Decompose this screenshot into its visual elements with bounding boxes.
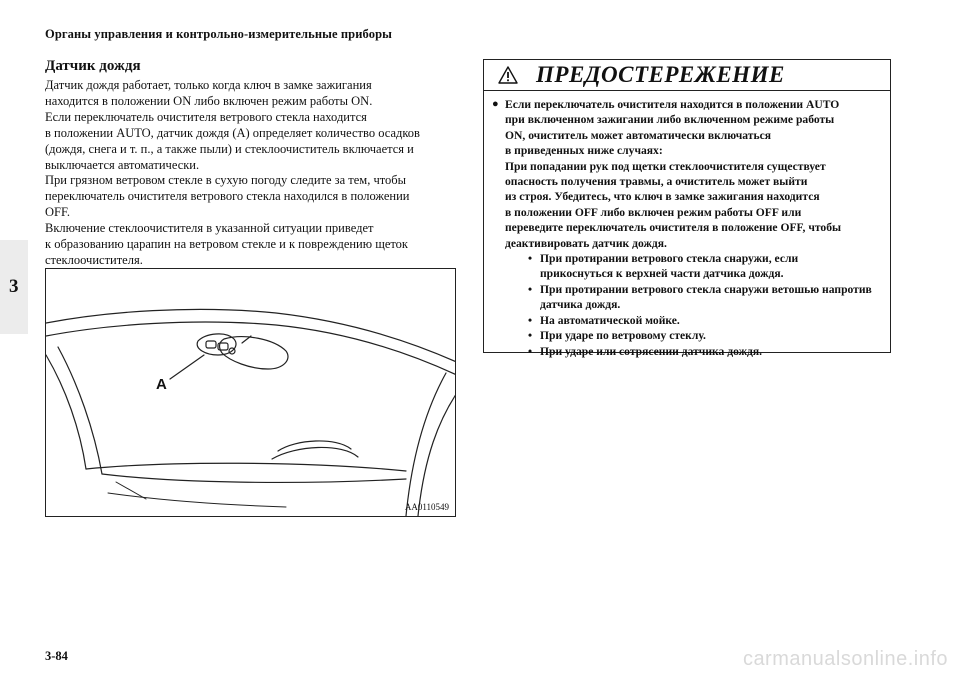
bullet-icon: ● — [492, 98, 499, 110]
section-title: Датчик дождя — [45, 58, 141, 74]
warning-title: ПРЕДОСТЕРЕЖЕНИЕ — [536, 62, 785, 87]
warning-list-item — [528, 313, 882, 328]
paragraph: Если переключатель очистителя ветрового стекла находится в положении AUTO, датчик дождя (A) определяет количество осадков (дождя, снега и т. п., а также пыли) и стеклоочиститель включается и выключается автоматически. — [45, 109, 420, 172]
rain-sensor-illustration — [45, 268, 456, 517]
warning-list-item-text: При протирании ветрового стекла снаружи ветошью напротив датчика дождя. — [540, 282, 872, 312]
bullet-icon: • — [528, 252, 533, 266]
paragraph: Датчик дождя работает, только когда ключ в замке зажигания находится в положении ON либо включен режим работы ON. — [45, 78, 373, 108]
warning-body — [484, 91, 890, 359]
bullet-icon: • — [528, 344, 533, 358]
chapter-number: 3 — [9, 276, 19, 297]
warning-list-item — [528, 344, 882, 359]
warning-box — [483, 59, 891, 358]
warning-main-text: Если переключатель очистителя находится в положении AUTO при включенном зажигании либо включенном режиме работы ON, очиститель может автоматически включаться в приведенных ниже случаях: При попадании рук под щетки стеклоочистителя существует опасность получения травмы, а очиститель может выйти из строя. Убедитесь, что ключ в замке зажигания находится в положении OFF либо включен режим работы OFF или переведите переключатель очистителя в положение OFF, чтобы деактивировать датчик дождя. — [505, 98, 842, 250]
bullet-icon: • — [528, 329, 533, 343]
warning-main-item — [492, 97, 882, 251]
warning-list-item-text: При ударе по ветровому стеклу. — [540, 329, 706, 343]
warning-list-item — [528, 282, 882, 313]
warning-list-item-text: При протирании ветрового стекла снаружи, если прикоснуться к верхней части датчика дождя. — [540, 252, 799, 281]
warning-list-item — [528, 328, 882, 343]
sensor-callout-label: A — [156, 376, 167, 393]
windshield-drawing — [46, 269, 455, 516]
bullet-icon: • — [528, 313, 533, 327]
warning-header — [484, 60, 890, 91]
rain-sensor-section — [45, 58, 465, 269]
warning-triangle-icon — [498, 66, 518, 84]
warning-list-item-text: На автоматической мойке. — [540, 313, 680, 327]
section-body — [45, 78, 465, 269]
watermark-text: carmanualsonline.info — [742, 648, 948, 670]
figure-code: AA0110549 — [404, 502, 449, 512]
warning-list-item-text: При ударе или сотрясении датчика дождя. — [540, 344, 763, 358]
warning-list-item — [528, 251, 882, 282]
bullet-icon: • — [528, 282, 533, 296]
page-header-title: Органы управления и контрольно-измерительные приборы — [45, 27, 392, 41]
page-number: 3-84 — [45, 649, 68, 663]
paragraph: При грязном ветровом стекле в сухую погоду следите за тем, чтобы переключатель очистителя ветрового стекла находился в положении OFF. — [45, 173, 410, 220]
paragraph: Включение стеклоочистителя в указанной ситуации приведет к образованию царапин на ветровом стекле и к повреждению щеток стеклоочистителя. — [45, 221, 409, 267]
